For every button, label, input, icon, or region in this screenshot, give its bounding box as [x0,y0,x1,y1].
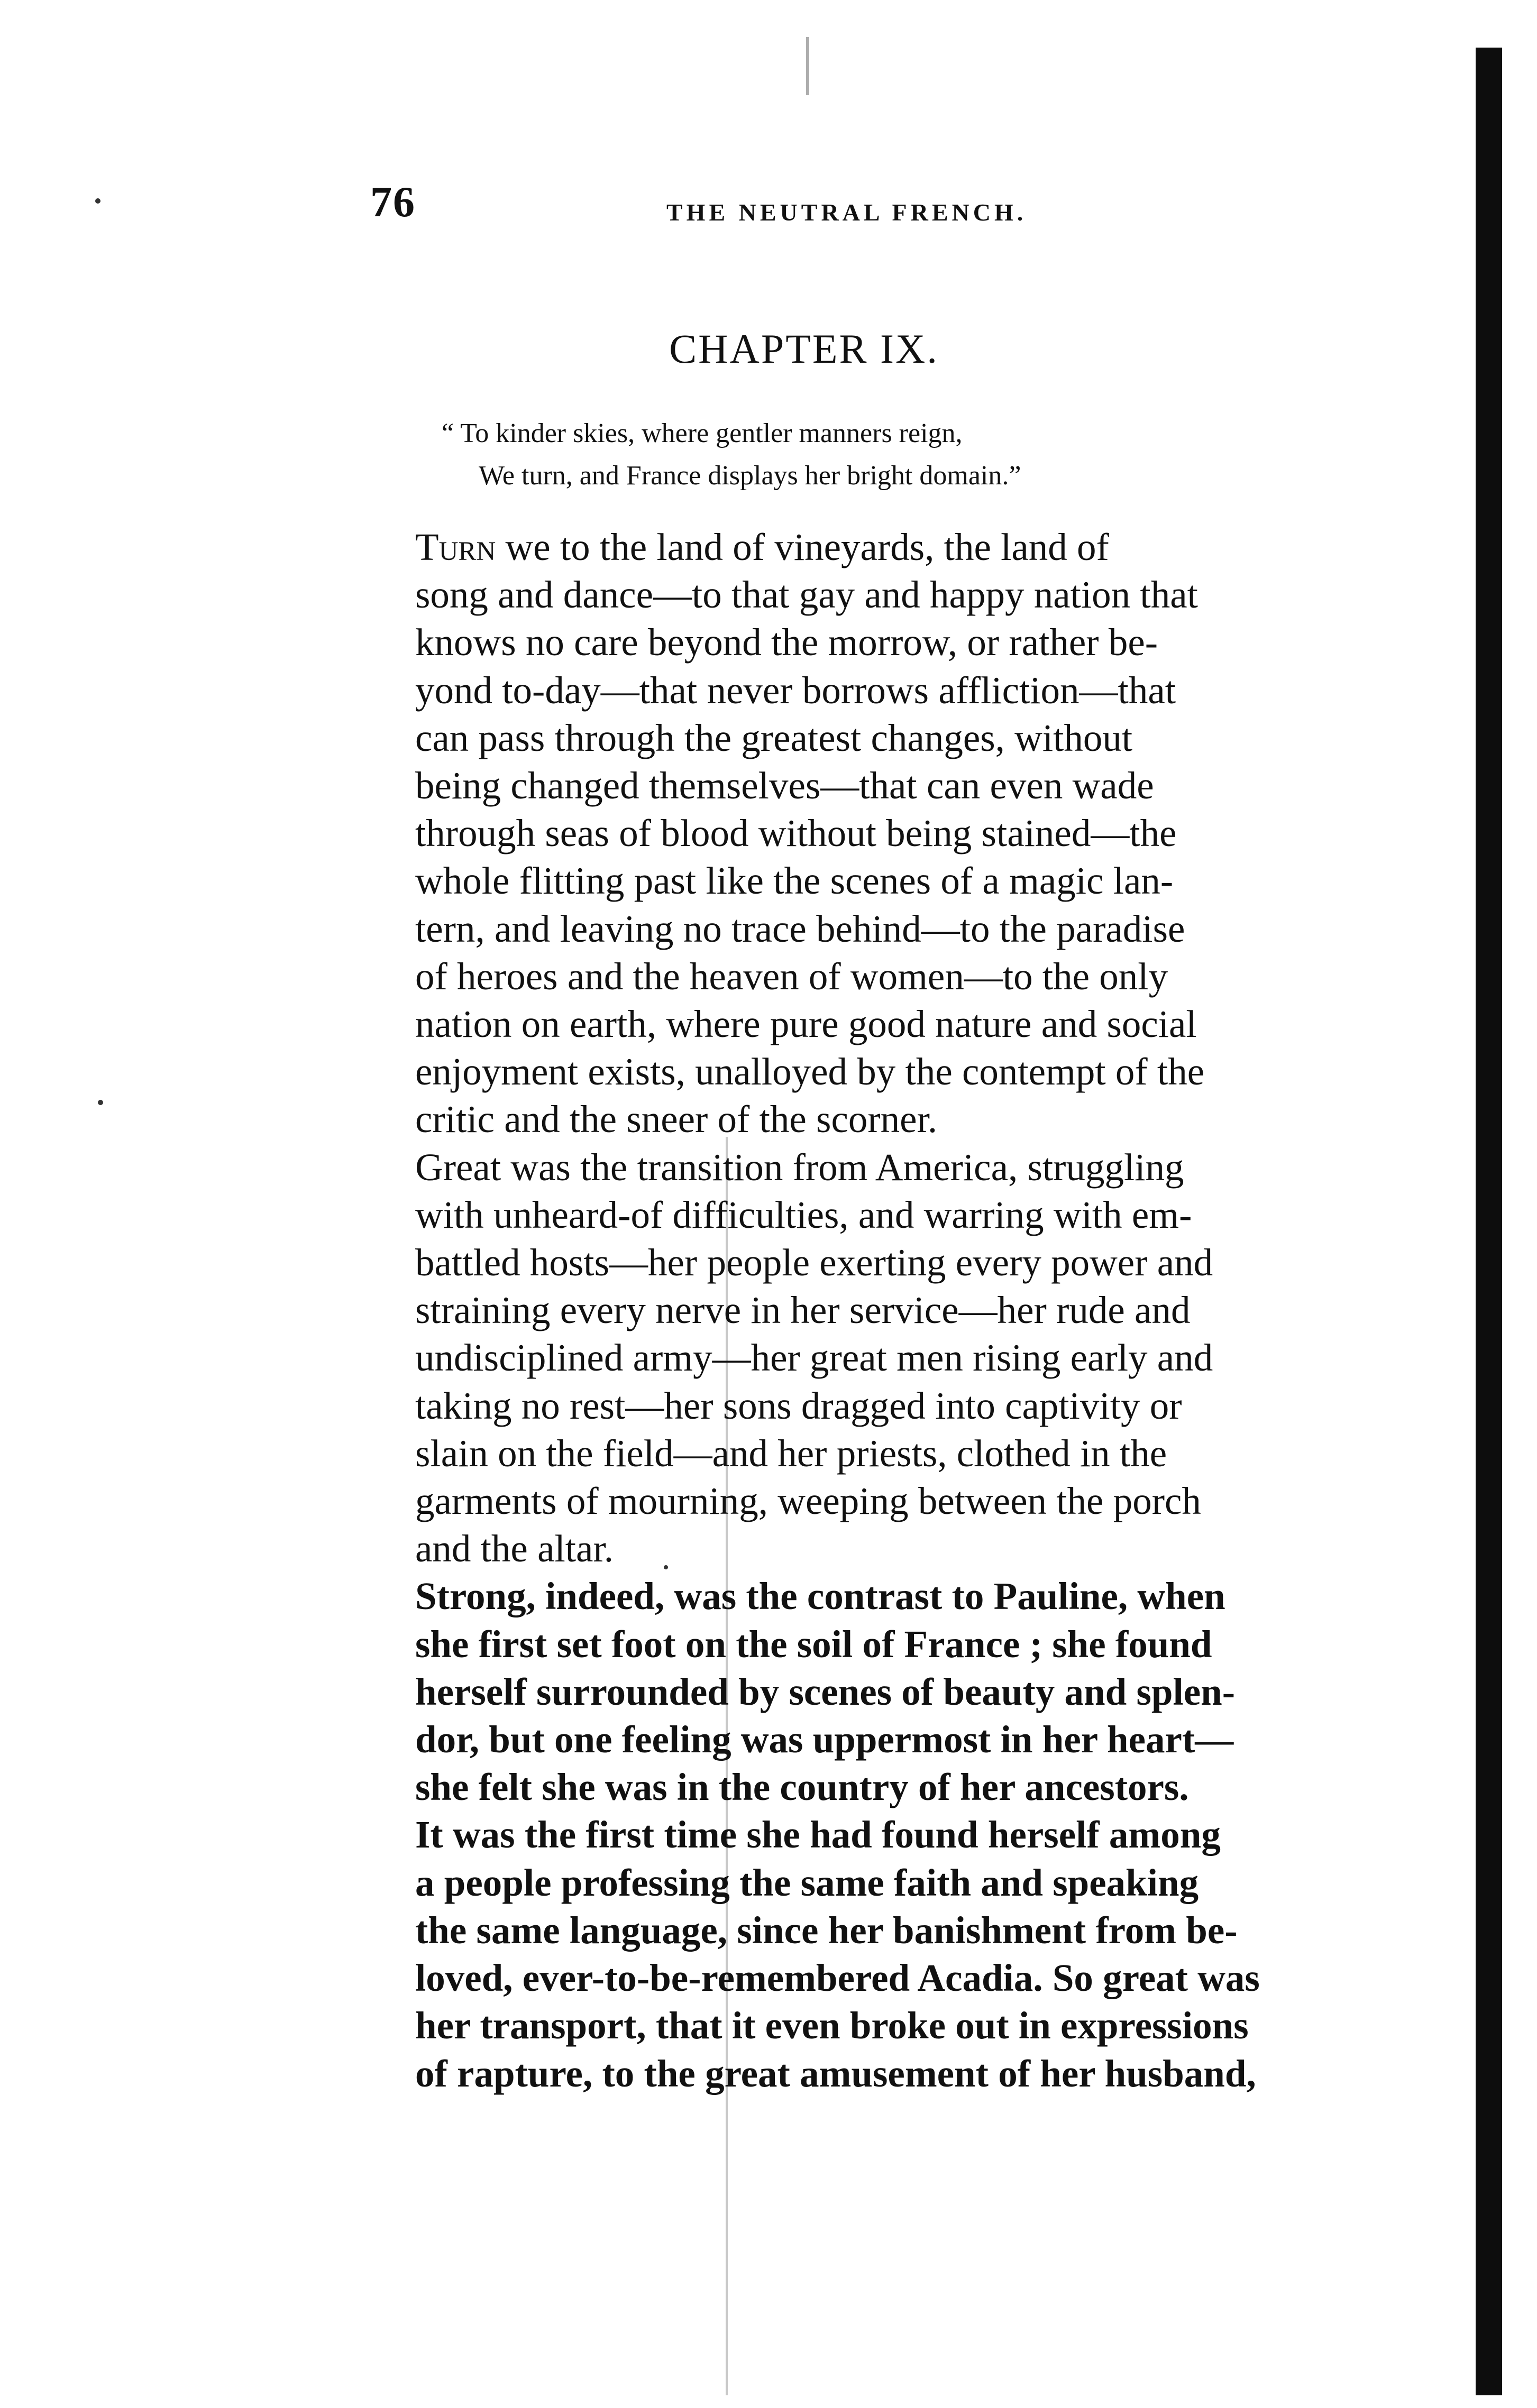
paragraph-line: being changed themselves—that can even wade [415,764,1154,807]
paragraph-line: Turn we to the land of vineyards, the land of [415,526,1109,568]
paragraph-line: through seas of blood without being stained—the [415,812,1177,855]
paragraph-line: garments of mourning, weeping between the porch [415,1479,1201,1523]
chapter-title: CHAPTER IX. [669,326,939,372]
scan-speck [95,198,100,204]
paragraph-line: herself surrounded by scenes of beauty and splen- [415,1670,1236,1713]
epigraph-line: “ To kinder skies, where gentler manners reign, [442,418,963,448]
scan-artifact-mark [806,37,809,95]
paragraph-line: song and dance—to that gay and happy nation that [415,573,1198,617]
binding-edge [1476,48,1502,2395]
paragraph-2 [365,1144,1359,1573]
epigraph [442,412,1288,497]
epigraph-line: We turn, and France displays her bright domain.” [479,461,1021,491]
paragraph-line: can pass through the greatest changes, without [415,716,1133,759]
paragraph-line: straining every nerve in her service—her rude and [415,1289,1191,1332]
paragraph-line: nation on earth, where pure good nature and social [415,1003,1197,1046]
paragraph-line: critic and the sneer of the scorner. [415,1098,938,1141]
paragraph-line: slain on the field—and her priests, clothed in the [415,1431,1167,1475]
paragraph-line: yond to-day—that never borrows affliction—that [415,668,1176,712]
paragraph-line: loved, ever-to-be-remembered Acadia. So great was [415,1956,1260,2000]
paragraph-line: her transport, that it even broke out in expressions [415,2004,1249,2047]
paragraph-line: of heroes and the heaven of women—to the only [415,954,1168,998]
paragraph-line: she first set foot on the soil of France ; she found [415,1622,1212,1666]
paragraph-line: knows no care beyond the morrow, or rather be- [415,621,1158,664]
body-text [365,523,1359,2098]
paragraph-line: Great was the transition from America, struggling [415,1145,1184,1189]
page-header [370,177,1079,241]
paragraph-line: and the altar. [415,1527,614,1570]
paragraph-line: a people professing the same faith and speaking [415,1861,1199,1904]
paragraph-line: enjoyment exists, unalloyed by the contempt of the [415,1050,1205,1093]
paragraph-line: dor, but one feeling was uppermost in her heart— [415,1718,1234,1761]
paragraph-line: tern, and leaving no trace behind—to the paradise [415,907,1185,950]
running-head: THE NEUTRAL FRENCH. [666,199,1027,226]
page-number: 76 [370,178,416,226]
paragraph-line: whole flitting past like the scenes of a magic lan- [415,859,1174,903]
scan-speck [98,1100,103,1105]
paragraph-line: undisciplined army—her great men rising early and [415,1336,1213,1380]
paragraph-line: she felt she was in the country of her ancestors. [415,1766,1189,1809]
paragraph-line: with unheard-of difficulties, and warring with em- [415,1193,1192,1236]
paragraph-3 [365,1573,1359,2097]
paragraph-1 [365,523,1359,1144]
paragraph-line: of rapture, to the great amusement of her husband, [415,2052,1256,2095]
paragraph-line: the same language, since her banishment from be- [415,1908,1238,1952]
small-caps-lead: Turn [415,526,496,568]
paragraph-line: Strong, indeed, was the contrast to Pauline, when [415,1575,1225,1618]
paragraph-line: battled hosts—her people exerting every power and [415,1241,1213,1284]
paragraph-line: taking no rest—her sons dragged into captivity or [415,1384,1182,1427]
paragraph-line: It was the first time she had found herself among [415,1813,1221,1856]
